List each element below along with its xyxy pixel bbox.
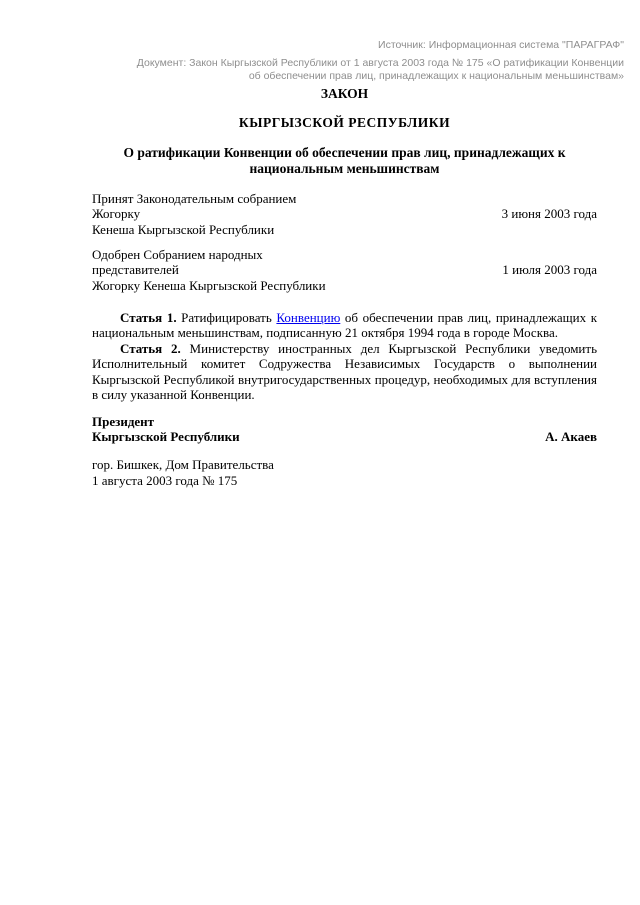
article-2-label: Статья 2. bbox=[120, 340, 181, 356]
article-1-text-before-link: Ратифицировать bbox=[176, 310, 277, 325]
signing-date-number: 1 августа 2003 года № 175 bbox=[92, 473, 238, 488]
approved-date: 1 июля 2003 года bbox=[502, 262, 597, 278]
document-title-line-2: национальным меньшинствам bbox=[249, 161, 440, 176]
passed-by-line-1: Принят Законодательным собранием bbox=[92, 191, 297, 206]
article-1-label: Статья 1. bbox=[120, 310, 177, 325]
footer-block bbox=[92, 457, 597, 489]
article-1-paragraph bbox=[92, 310, 597, 341]
document-title bbox=[92, 145, 597, 177]
passed-by-block bbox=[92, 191, 597, 237]
signing-place: гор. Бишкек, Дом Правительства bbox=[92, 457, 274, 472]
convention-link[interactable]: Конвенцию bbox=[276, 310, 341, 325]
document-title-line-1: О ратификации Конвенции об обеспечении прав лиц, принадлежащих к bbox=[123, 145, 566, 160]
source-header bbox=[64, 39, 624, 84]
document-description-line-1: Документ: Закон Кыргызской Республики от 1 августа 2003 года № 175 «О ратификации Конвенции bbox=[136, 56, 624, 69]
passed-date: 3 июня 2003 года bbox=[501, 206, 597, 222]
signature-block bbox=[92, 414, 597, 445]
law-heading: ЗАКОН bbox=[320, 86, 369, 101]
article-2-text: Министерству иностранных дел Кыргызской Республики уведомить Исполнительный комитет Содружества Независимых Государств о выполнении Кыргызской Республикой внутригосударственных процедур, необходимых для вступления в силу указанной Конвенции. bbox=[92, 340, 597, 403]
signature-post-line-2: Кыргызской Республики bbox=[92, 429, 240, 445]
republic-heading: КЫРГЫЗСКОЙ РЕСПУБЛИКИ bbox=[238, 115, 451, 130]
source-attribution: Источник: Информационная система "ПАРАГРАФ" bbox=[378, 39, 624, 51]
passed-by-line-2: Жогорку bbox=[92, 206, 141, 222]
approved-by-line-1: Одобрен Собранием народных bbox=[92, 247, 263, 262]
article-2-paragraph bbox=[92, 341, 597, 403]
signature-name: А. Акаев bbox=[545, 429, 597, 445]
article-1-text-after-link: об обеспечении прав лиц, принадлежащих к национальным меньшинствам, подписанную 21 октября 1994 года в городе Москва. bbox=[92, 310, 598, 341]
signature-post-line-1: Президент bbox=[92, 414, 155, 429]
approved-by-line-3: Жогорку Кенеша Кыргызской Республики bbox=[92, 277, 326, 293]
approved-by-line-2: представителей bbox=[92, 262, 179, 278]
passed-by-line-3: Кенеша Кыргызской Республики bbox=[92, 221, 275, 237]
document-description-line-2: об обеспечении прав лиц, принадлежащих к национальным меньшинствам» bbox=[248, 70, 624, 82]
articles-section bbox=[92, 310, 597, 402]
approved-by-block bbox=[92, 247, 597, 293]
